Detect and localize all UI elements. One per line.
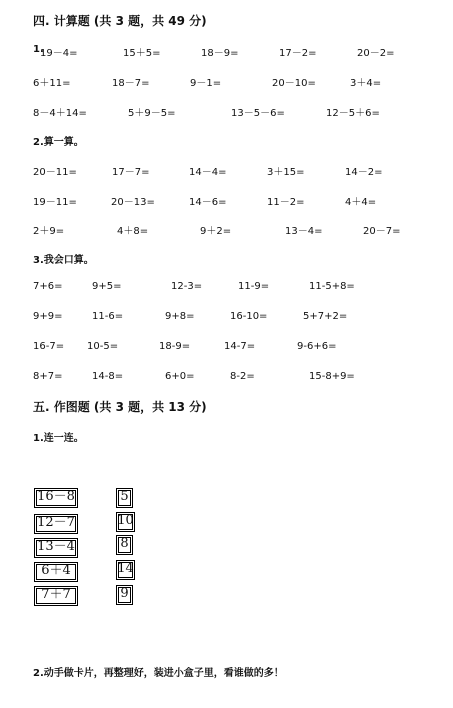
q1-r3-c1: 8－4＋14= [33,108,87,119]
left-box-3: 13－4 [34,538,78,558]
q3-r2-c3: 9+8= [165,311,195,322]
q3-r3-c4: 14-7= [224,341,256,352]
q2-r2-c4: 11－2= [267,197,305,208]
q2-r1-c3: 14－4= [189,167,227,178]
q3-r4-c4: 8-2= [230,371,255,382]
q3-r1-c1: 7+6= [33,281,63,292]
section-4-title: 四. 计算题 (共 3 题，共 49 分) [33,14,207,28]
q3-r4-c1: 8+7= [33,371,63,382]
q2-r3-c5: 20－7= [363,226,401,237]
question-1-connect-title: 1.连一连。 [33,433,84,444]
right-box-3: 8 [116,535,133,555]
q3-r1-c5: 11-5+8= [309,281,355,292]
q1-r2-c3: 9－1= [190,78,222,89]
q2-r3-c1: 2＋9= [33,226,65,237]
q3-r1-c2: 9+5= [92,281,122,292]
q1-r2-c2: 18－7= [112,78,150,89]
q1-r1-c2: 15＋5= [123,48,161,59]
q2-r2-c5: 4＋4= [345,197,377,208]
q1-r2-c4: 20－10= [272,78,316,89]
q3-r2-c5: 5+7+2= [303,311,348,322]
q1-r3-c2: 5＋9－5= [128,108,176,119]
question-2-title: 2.算一算。 [33,137,84,148]
q1-r3-c4: 12－5＋6= [326,108,380,119]
q2-r2-c1: 19－11= [33,197,77,208]
right-box-1: 5 [116,488,133,508]
q3-r3-c1: 16-7= [33,341,65,352]
q1-r1-c5: 20－2= [357,48,395,59]
q3-r2-c1: 9+9= [33,311,63,322]
q2-r2-c3: 14－6= [189,197,227,208]
question-1-number: 1. [33,44,44,55]
q3-r2-c4: 16-10= [230,311,268,322]
q2-r1-c5: 14－2= [345,167,383,178]
q1-r3-c3: 13－5－6= [231,108,285,119]
q3-r2-c2: 11-6= [92,311,124,322]
q1-r1-c3: 18－9= [201,48,239,59]
q2-r2-c2: 20－13= [111,197,155,208]
question-3-title: 3.我会口算。 [33,255,94,266]
section-5-title: 五. 作图题 (共 3 题，共 13 分) [33,400,207,414]
q1-r1-c4: 17－2= [279,48,317,59]
q1-r2-c1: 6＋11= [33,78,71,89]
q3-r1-c3: 12-3= [171,281,203,292]
q2-r1-c1: 20－11= [33,167,77,178]
q3-r3-c2: 10-5= [87,341,119,352]
q3-r4-c5: 15-8+9= [309,371,355,382]
q3-r3-c3: 18-9= [159,341,191,352]
right-box-5: 9 [116,585,133,605]
q2-r1-c2: 17－7= [112,167,150,178]
q2-r3-c4: 13－4= [285,226,323,237]
q3-r4-c3: 6+0= [165,371,195,382]
q1-r1-c1: 19－4= [40,48,78,59]
left-box-2: 12－7 [34,514,78,534]
q3-r1-c4: 11-9= [238,281,270,292]
question-2-cards-title: 2.动手做卡片，再整理好，装进小盒子里，看谁做的多！ [33,668,284,679]
q2-r1-c4: 3＋15= [267,167,305,178]
right-box-4: 14 [116,560,135,580]
left-box-4: 6＋4 [34,562,78,582]
q2-r3-c3: 9＋2= [200,226,232,237]
q1-r2-c5: 3＋4= [350,78,382,89]
left-box-1: 16－8 [34,488,78,508]
right-box-2: 10 [116,512,135,532]
q3-r4-c2: 14-8= [92,371,124,382]
q3-r3-c5: 9-6+6= [297,341,337,352]
q2-r3-c2: 4＋8= [117,226,149,237]
left-box-5: 7＋7 [34,586,78,606]
